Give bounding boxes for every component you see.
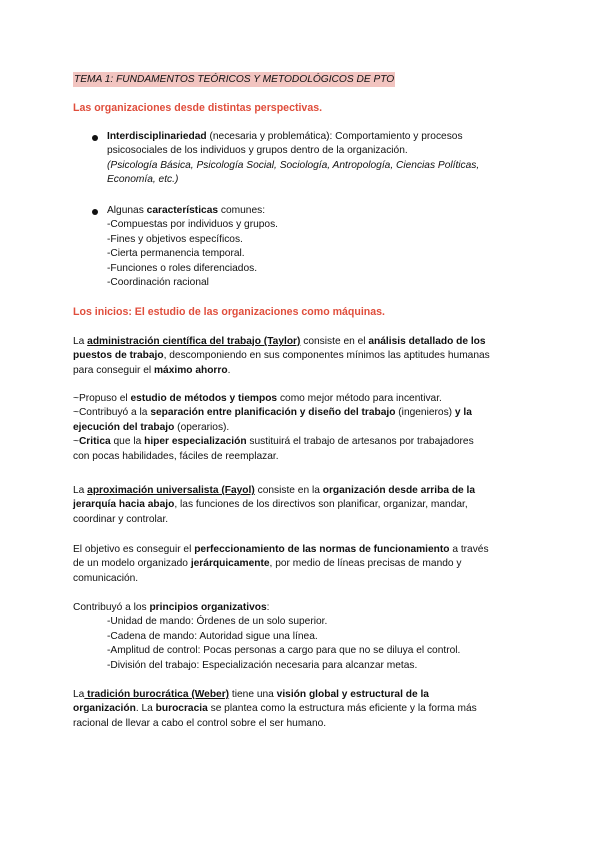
list-item: -Amplitud de control: Pocas personas a cargo para que no se diluya el control. xyxy=(107,645,461,657)
bullet-dot xyxy=(92,135,98,141)
paragraph-fayol-objective: El objetivo es conseguir el perfeccionamiento de las normas de funcionamiento a través de un modelo organizado jerárquicamente, por medio de líneas precisas de mando y comunicación. xyxy=(73,544,489,584)
paragraph-taylor: La administración científica del trabajo (Taylor) consiste en el análisis detallado de los puestos de trabajo, descomponiendo en sus componentes mínimos las aptitudes humanas para conseguir el máximo ahorro. xyxy=(73,336,490,376)
document-title: TEMA 1: FUNDAMENTOS TEÓRICOS Y METODOLÓGICOS DE PTO xyxy=(74,74,395,85)
list-item: -Coordinación racional xyxy=(107,277,209,289)
section-heading-perspectives: Las organizaciones desde distintas perspectivas. xyxy=(73,102,323,114)
paragraph-fayol-principles: Contribuyó a los principios organizativos: -Unidad de mando: Órdenes de un solo superior. -Cadena de mando: Autoridad sigue una línea. -Amplitud de control: Pocas personas a cargo para que no se diluya el control. -División del trabajo: Especialización necesaria para alcanzar metas. xyxy=(73,601,533,673)
list-item: -Cadena de mando: Autoridad sigue una línea. xyxy=(107,630,318,642)
section-heading-inicios: Los inicios: El estudio de las organizaciones como máquinas. xyxy=(73,306,385,318)
list-item: -Cierta permanencia temporal. xyxy=(107,248,245,260)
list-item: -Fines y objetivos específicos. xyxy=(107,233,243,245)
list-item: -Unidad de mando: Órdenes de un solo superior. xyxy=(107,616,328,628)
list-item: -Compuestas por individuos y grupos. xyxy=(107,219,279,231)
paragraph-weber: La tradición burocrática (Weber) tiene una visión global y estructural de la organización. La burocracia se plantea como la estructura más eficiente y la forma más racional de llevar a cabo el control sobre el ser humano. xyxy=(73,689,477,729)
paragraph-taylor-contributions: ~Propuso el estudio de métodos y tiempos como mejor método para incentivar. ~Contribuyó a la separación entre planificación y diseño del trabajo (ingenieros) y la ejecución del trabajo (operarios). ~Critica que la hiper especialización sustituirá el trabajo de artesanos por trabajadores con pocas habilidades, fáciles de reemplazar. xyxy=(73,393,474,462)
bullet-dot xyxy=(92,209,98,215)
bullet-caracteristicas: Algunas características comunes: -Compuestas por individuos y grupos. -Fines y objetivos específicos. -Cierta permanencia temporal. -Funciones o roles diferenciados. -Coordinación racional xyxy=(107,204,527,290)
paragraph-fayol: La aproximación universalista (Fayol) consiste en la organización desde arriba de la jerarquía hacia abajo, las funciones de los directivos son planificar, organizar, mandar, coordinar y controlar. xyxy=(73,485,476,525)
bullet-interdisciplinariedad: Interdisciplinariedad (necesaria y problemática): Comportamiento y procesos psicosociales de los individuos y grupos dentro de la organización. (Psicología Básica, Psicología Social, Sociología, Antropología, Ciencias Políticas, Economía, etc.) xyxy=(107,131,480,186)
list-item: -Funciones o roles diferenciados. xyxy=(107,262,258,274)
term-interdisciplinariedad: Interdisciplinariedad xyxy=(107,131,207,142)
list-item: -División del trabajo: Especialización necesaria para alcanzar metas. xyxy=(107,659,418,671)
